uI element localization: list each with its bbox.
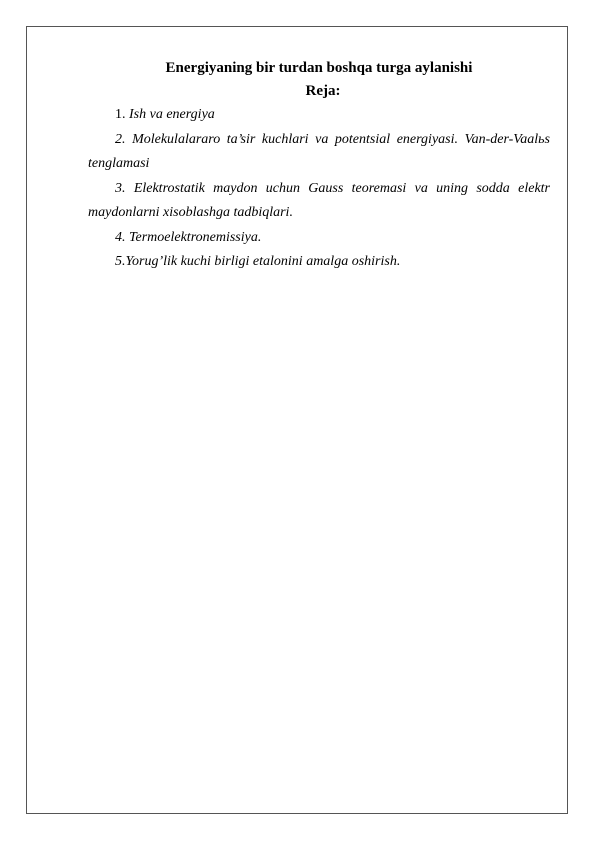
plan-item-text: Yorug’lik kuchi birligi etalonini amalga oshirish. <box>125 254 401 269</box>
plan-item-text: Termoelektronemissiya. <box>125 229 262 245</box>
plan-item-2 <box>88 128 550 177</box>
plan-item-text: Elektrostatik maydon uchun Gauss teoremasi va uning sodda elektr maydonlarni xisoblashga tadbiqlari. <box>88 180 550 220</box>
plan-item-5 <box>88 250 550 275</box>
document-body <box>88 58 550 275</box>
document-title: Energiyaning bir turdan boshqa turga aylanishi <box>165 60 473 76</box>
plan-item-1 <box>88 103 550 128</box>
plan-item-text: Ish va energiya <box>125 107 215 122</box>
plan-item-4 <box>88 226 550 251</box>
plan-item-number: 2. <box>115 131 126 147</box>
plan-item-number: 3. <box>115 180 126 196</box>
plan-item-text: Molekulalararo ta’sir kuchlari va potentsial energiyasi. Van-der-Vaalьs tenglamasi <box>88 131 550 171</box>
plan-list <box>88 103 550 275</box>
plan-item-number: 1. <box>115 107 126 122</box>
plan-item-3 <box>88 177 550 226</box>
plan-item-number: 4. <box>115 229 126 245</box>
plan-item-number: 5. <box>115 254 126 269</box>
plan-heading: Reja: <box>305 83 341 99</box>
